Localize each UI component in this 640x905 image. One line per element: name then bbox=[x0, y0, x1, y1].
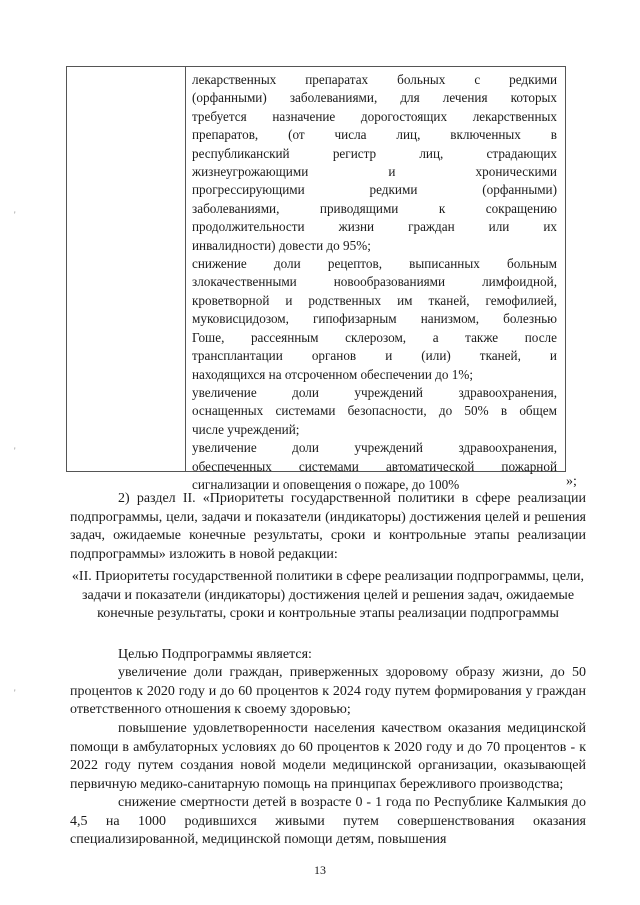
table-cell-line: кроветворной и родственных им тканей, гемофилией, bbox=[192, 292, 557, 308]
table-cell-line: сигнализации и оповещения о пожаре, до 100% bbox=[192, 476, 460, 492]
table-cell-text bbox=[192, 71, 557, 494]
table-cell-line: препаратов, (от числа лиц, включенных в bbox=[192, 127, 557, 143]
table-cell-line: заболеваниями, приводящими к сокращению bbox=[192, 200, 557, 216]
goal-paragraph-1: увеличение доли граждан, приверженных здоровому образу жизни, до 50 процентов к 2020 году и до 60 процентов к 2024 году путем формирования у граждан ответственного отношения к своему здоровью; bbox=[70, 665, 586, 718]
table-cell-line: обеспеченных системами автоматической пожарной bbox=[192, 458, 557, 474]
table-cell-line: злокачественными новообразованиями лимфоидной, bbox=[192, 274, 557, 290]
table-fragment bbox=[66, 66, 566, 492]
table-cell-line: оснащенных системами безопасности, до 50% в общем bbox=[192, 403, 557, 419]
margin-mark: ' bbox=[14, 446, 16, 456]
table-cell-line: муковисцидозом, гипофизарным нанизмом, болезнью bbox=[192, 311, 557, 327]
margin-mark: ' bbox=[14, 688, 16, 698]
page-number: 13 bbox=[314, 863, 326, 877]
table-cell-line: увеличение доли учреждений здравоохранения, bbox=[192, 440, 557, 456]
goal-paragraph-3: снижение смертности детей в возрасте 0 - 1 года по Республике Калмыкия до 4,5 на 1000 родившихся живыми путем совершенствования оказания специализированной, медицинской помощи детям, повышения bbox=[70, 795, 586, 848]
closing-quote: »; bbox=[566, 474, 577, 489]
goal-intro: Целью Подпрограммы является: bbox=[118, 647, 312, 662]
margin-mark: ' bbox=[14, 210, 16, 220]
table-cell-line: лекарственных препаратах больных с редкими bbox=[192, 72, 557, 87]
table-cell-line: продолжительности жизни граждан или их bbox=[192, 219, 557, 235]
table-cell-line: жизнеугрожающими и хроническими bbox=[192, 164, 557, 180]
goal-paragraph-2: повышение удовлетворенности населения качеством оказания медицинской помощи в амбулаторных условиях до 60 процентов к 2020 году и до 70 процентов - к 2022 году путем создания новой модели медицинской организации, оказывающей первичную медико-санитарную помощь на принципах бережливого производства; bbox=[70, 721, 586, 792]
section-title: «II. Приоритеты государственной политики в сфере реализации подпрограммы, цели, задачи и показатели (индикаторы) достижения целей и решения задач, ожидаемые конечные результаты, сроки и контрольные этапы реализации подпрограммы bbox=[71, 569, 585, 622]
table-cell-line: числе учреждений; bbox=[192, 421, 300, 437]
table-cell-line: увеличение доли учреждений здравоохранения, bbox=[192, 384, 557, 400]
table-cell-line: (орфанными) заболеваниями, для лечения которых bbox=[192, 90, 557, 106]
table-cell-line: снижение доли рецептов, выписанных больным bbox=[192, 256, 557, 272]
item-2-paragraph: 2) раздел II. «Приоритеты государственной политики в сфере реализации подпрограммы, цели, задачи и показатели (индикаторы) достижения целей и решения задач, ожидаемые конечные результаты, сроки и контрольные этапы реализации подпрограммы» изложить в новой редакции: bbox=[70, 491, 586, 562]
table-cell-line: Гоше, рассеянным склерозом, а также после bbox=[192, 329, 557, 345]
table-column-divider bbox=[185, 67, 186, 471]
table-cell-line: инвалидности) довести до 95%; bbox=[192, 237, 371, 253]
table-cell-line: прогрессирующими редкими (орфанными) bbox=[192, 182, 557, 198]
table-cell-line: республиканский регистр лиц, страдающих bbox=[192, 145, 557, 161]
table-cell-line: находящихся на отсроченном обеспечении до 1%; bbox=[192, 366, 474, 382]
table-cell-line: требуется назначение дорогостоящих лекарственных bbox=[192, 108, 557, 124]
table-cell-line: трансплантации органов и (или) тканей, и bbox=[192, 348, 557, 364]
